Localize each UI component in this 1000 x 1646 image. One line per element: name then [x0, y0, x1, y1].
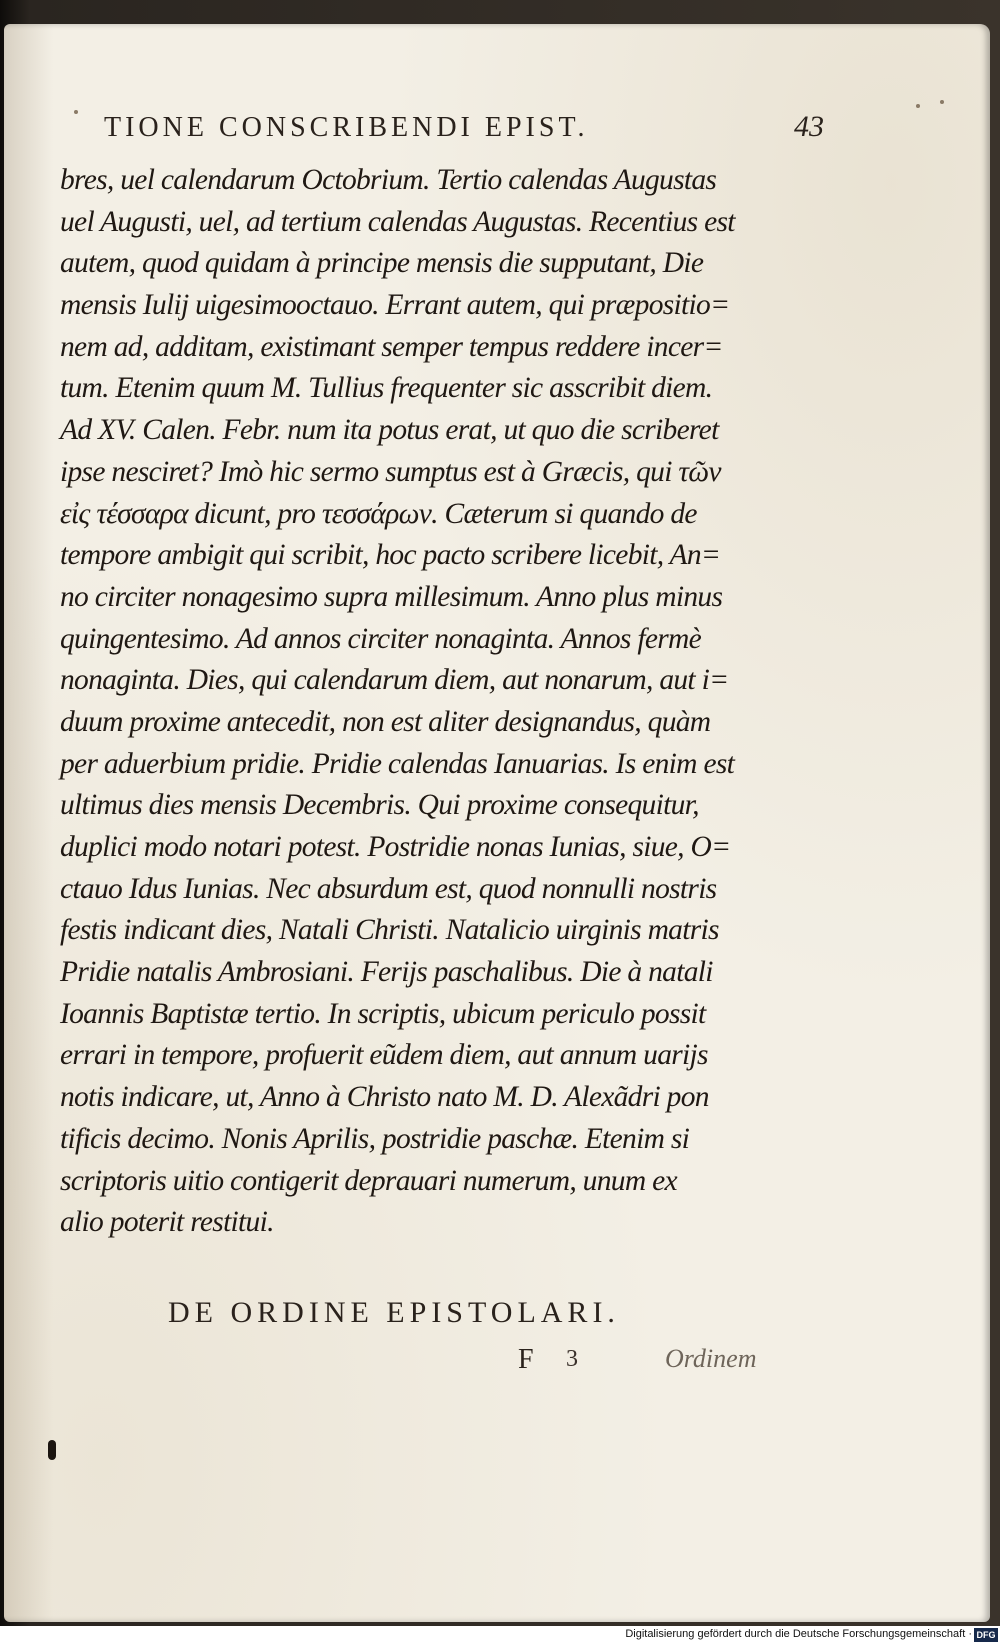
text-line: Ioannis Baptistæ tertio. In scriptis, ubicum periculo possit — [60, 997, 706, 1030]
margin-speck — [916, 104, 920, 108]
body-text — [60, 160, 790, 1244]
text-line: bres, uel calendarum Octobrium. Tertio calendas Augustas — [60, 164, 717, 196]
text-line: autem, quod quidam à principe mensis die supputant, Die — [60, 247, 704, 280]
text-line: εἰς τέσσαρα dicunt, pro τεσσάρων. Cæterum si quando de — [60, 497, 697, 530]
running-title: TIONE CONSCRIBENDI EPIST. — [104, 112, 589, 143]
text-line: per aduerbium pridie. Pridie calendas Ianuarias. Is enim est — [60, 747, 735, 780]
dfg-logo: DFG — [974, 1628, 998, 1642]
text-line: quingentesimo. Ad annos circiter nonaginta. Annos fermè — [60, 622, 702, 655]
text-line: errari in tempore, profuerit eũdem diem, aut annum uarijs — [60, 1039, 708, 1072]
text-line: duplici modo notari potest. Postridie nonas Iunias, siue, O= — [60, 831, 731, 863]
section-heading: DE ORDINE EPISTOLARI. — [168, 1296, 620, 1329]
text-line: ultimus dies mensis Decembris. Qui proxime consequitur, — [60, 789, 699, 822]
text-line: duum proxime antecedit, non est aliter designandus, quàm — [60, 705, 711, 738]
funding-credit: Digitalisierung gefördert durch die Deutsche Forschungsgemeinschaft · — [625, 1628, 972, 1640]
ink-blot — [48, 1440, 56, 1460]
catchword: Ordinem — [665, 1344, 757, 1373]
page-number: 43 — [794, 110, 824, 143]
margin-speck — [940, 100, 944, 104]
text-line: festis indicant dies, Natali Christi. Natalicio uirginis matris — [60, 914, 719, 947]
gathering-number: 3 — [566, 1346, 578, 1372]
text-line: no circiter nonagesimo supra millesimum. Anno plus minus — [60, 580, 723, 613]
text-line: nem ad, additam, existimant semper tempus reddere incer= — [60, 330, 723, 363]
text-line: nonaginta. Dies, qui calendarum diem, aut nonarum, aut i= — [60, 664, 729, 697]
text-line: notis indicare, ut, Anno à Christo nato M. D. Alexãdri pon — [60, 1081, 709, 1114]
text-line: ctauo Idus Iunias. Nec absurdum est, quod nonnulli nostris — [60, 872, 717, 905]
text-line: Ad XV. Calen. Febr. num ita potus erat, ut quo die scriberet — [60, 414, 719, 447]
margin-speck — [74, 110, 78, 114]
text-line: tum. Etenim quum M. Tullius frequenter sic asscribit diem. — [60, 372, 713, 405]
text-line: ipse nesciret? Imò hic sermo sumptus est à Græcis, qui τῶν — [60, 455, 721, 488]
footer-bar — [0, 1626, 1000, 1646]
text-line: tificis decimo. Nonis Aprilis, postridie paschæ. Etenim si — [60, 1122, 690, 1155]
text-line: alio poterit restitui. — [60, 1206, 274, 1239]
text-line: scriptoris uitio contigerit deprauari numerum, unum ex — [60, 1164, 677, 1197]
text-line: Pridie natalis Ambrosiani. Ferijs paschalibus. Die à natali — [60, 956, 713, 989]
text-line: mensis Iulij uigesimooctauo. Errant autem, qui præpositio= — [60, 289, 730, 322]
text-line: tempore ambigit qui scribit, hoc pacto scribere licebit, An= — [60, 539, 721, 572]
signature-mark: F — [518, 1344, 534, 1375]
text-line: uel Augusti, uel, ad tertium calendas Augustas. Recentius est — [60, 205, 735, 238]
running-head — [104, 112, 824, 152]
